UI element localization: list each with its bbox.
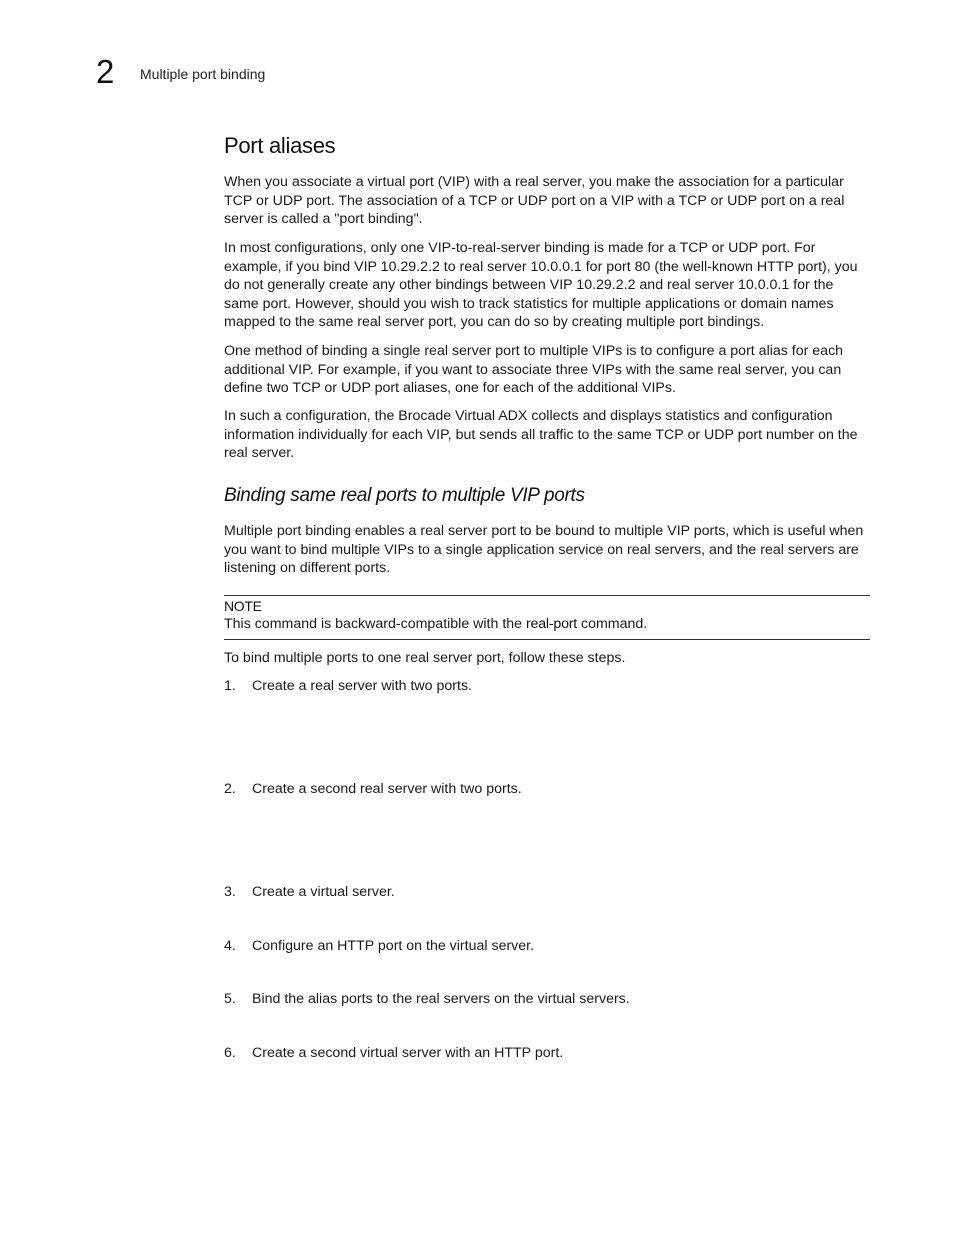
step-number: 2. bbox=[224, 781, 236, 797]
step-item bbox=[224, 883, 870, 902]
note-text bbox=[224, 615, 647, 634]
step-text: Create a virtual server. bbox=[252, 884, 395, 900]
note-text-before: This command is backward-compatible with the bbox=[224, 616, 526, 632]
step-number: 3. bbox=[224, 884, 236, 900]
note-command: real-port bbox=[526, 616, 578, 632]
subsection-heading: Binding same real ports to multiple VIP ports bbox=[224, 485, 585, 506]
step-item bbox=[224, 677, 870, 696]
step-item bbox=[224, 1044, 870, 1063]
running-header-title: Multiple port binding bbox=[140, 66, 266, 82]
step-item bbox=[224, 990, 870, 1009]
step-text: Create a real server with two ports. bbox=[252, 678, 472, 694]
section-heading: Port aliases bbox=[224, 133, 336, 158]
note-top-rule bbox=[224, 595, 870, 596]
steps-intro: To bind multiple ports to one real server port, follow these steps. bbox=[224, 650, 626, 666]
paragraph-2: In most configurations, only one VIP-to-real-server binding is made for a TCP or UDP port. For example, if you bind VIP 10.29.2.2 to real server 10.0.0.1 for port 80 (the well-known HTTP port), you do not generally create any other bindings between VIP 10.29.2.2 and real server 10.0.0.1 for the same port. However, should you wish to track statistics for multiple applications or domain names mapped to the same real server port, you can do so by creating multiple port bindings. bbox=[224, 240, 858, 331]
step-text: Configure an HTTP port on the virtual server. bbox=[252, 938, 535, 954]
step-text: Create a second real server with two ports. bbox=[252, 781, 522, 797]
paragraph-3: One method of binding a single real server port to multiple VIPs is to configure a port alias for each additional VIP. For example, if you want to associate three VIPs with the same real server, you can define two TCP or UDP port aliases, one for each of the additional VIPs. bbox=[224, 343, 844, 397]
step-number: 5. bbox=[224, 991, 236, 1007]
step-item bbox=[224, 780, 870, 799]
note-text-after: command. bbox=[577, 616, 648, 632]
step-number: 1. bbox=[224, 678, 236, 694]
note-bottom-rule bbox=[224, 639, 870, 640]
paragraph-4: In such a configuration, the Brocade Virtual ADX collects and displays statistics and configuration information individually for each VIP, but sends all traffic to the same TCP or UDP port number on the real server. bbox=[224, 408, 858, 462]
step-item bbox=[224, 937, 870, 956]
chapter-number: 2 bbox=[96, 53, 115, 90]
note-label: NOTE bbox=[224, 598, 262, 614]
step-text: Create a second virtual server with an HTTP port. bbox=[252, 1045, 564, 1061]
step-number: 6. bbox=[224, 1045, 236, 1061]
paragraph-1: When you associate a virtual port (VIP) with a real server, you make the association for a particular TCP or UDP port. The association of a TCP or UDP port on a VIP with a TCP or UDP port on a real server is called a "port binding". bbox=[224, 174, 845, 228]
step-number: 4. bbox=[224, 938, 236, 954]
subsection-intro: Multiple port binding enables a real server port to be bound to multiple VIP ports, which is useful when you want to bind multiple VIPs to a single application service on real servers, and the real servers are listening on different ports. bbox=[224, 523, 864, 577]
step-text: Bind the alias ports to the real servers on the virtual servers. bbox=[252, 991, 630, 1007]
